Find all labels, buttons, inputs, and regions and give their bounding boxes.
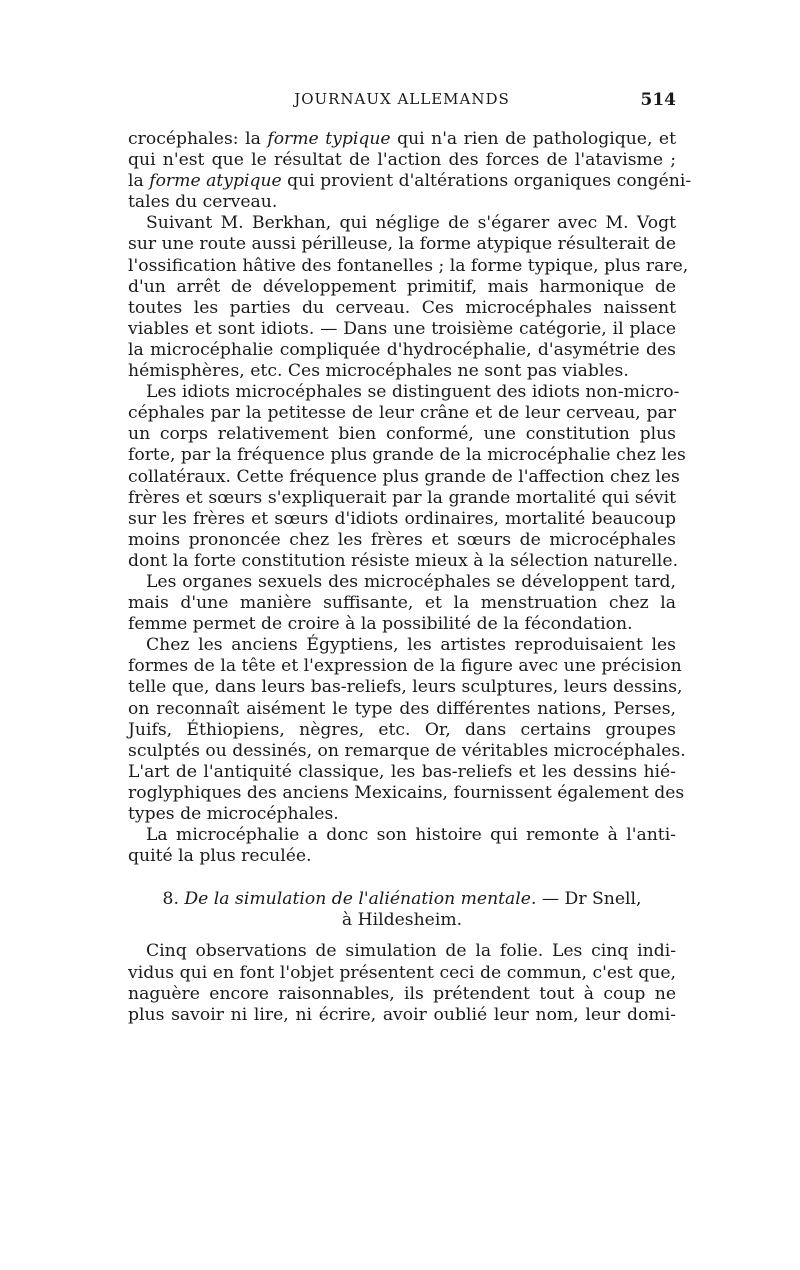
- text-segment: d'un arrêt de développement primitif, mais harmonique de: [128, 276, 676, 297]
- text-line: Cinq observations de simulation de la folie. Les cinq indi-: [146, 941, 676, 962]
- section-number: 8.: [162, 889, 185, 910]
- text-line: [128, 255, 689, 277]
- italic-text: forme atypique: [149, 171, 282, 192]
- text-line: [128, 213, 676, 234]
- section-heading: [128, 889, 676, 910]
- text-segment: formes de la tête et l'expression de la figure avec une précision: [128, 656, 682, 677]
- text-line: [128, 171, 692, 192]
- page-number: 514: [640, 90, 676, 110]
- text-segment: sculptés ou dessinés, on remarque de véritables microcéphales.: [128, 740, 686, 761]
- text-segment: la microcéphalie compliquée d'hydrocéphalie, d'asymétrie des: [128, 339, 676, 360]
- text-segment: moins prononcée chez les frères et sœurs de microcéphales: [128, 529, 676, 550]
- text-line: [128, 656, 682, 677]
- text-segment: sur une route aussi périlleuse, la forme atypique résulterait de: [128, 234, 676, 255]
- text-segment: hémisphères, etc. Ces microcéphales ne sont pas viables.: [128, 361, 629, 382]
- text-line: [128, 825, 676, 846]
- text-line: [128, 804, 676, 825]
- text-segment: telle que, dans leurs bas-reliefs, leurs sculptures, leurs dessins,: [128, 677, 683, 698]
- text-segment: toutes les parties du cerveau. Ces microcéphales naissent: [128, 297, 676, 318]
- spacer: [128, 867, 676, 889]
- text-line: [128, 740, 686, 762]
- text-line: naguère encore raisonnables, ils prétendent tout à coup ne: [128, 983, 676, 1004]
- text-line: [128, 720, 676, 741]
- text-line: [128, 192, 676, 213]
- running-head: [128, 90, 676, 120]
- text-segment: on reconnaît aisément le type des différentes nations, Perses,: [128, 698, 676, 719]
- text-line: plus savoir ni lire, ni écrire, avoir oublié leur nom, leur domi-: [128, 1004, 676, 1025]
- spacer: [128, 931, 676, 941]
- text-segment: Juifs, Éthiopiens, nègres, etc. Or, dans certains groupes: [128, 719, 676, 740]
- text-segment: L'art de l'antiquité classique, les bas-reliefs et les dessins hié-: [128, 761, 676, 782]
- text-line: [128, 530, 676, 551]
- text-segment: La microcéphalie a donc son histoire qui remonte à l'anti-: [146, 825, 676, 846]
- text-segment: tales du cerveau.: [128, 192, 278, 213]
- text-segment: roglyphiques des anciens Mexicains, fournissent également des: [128, 782, 685, 803]
- text-segment: frères et sœurs s'expliquerait par la grande mortalité qui sévit: [128, 487, 676, 508]
- text-line: [128, 488, 676, 509]
- text-line: [128, 699, 676, 720]
- text-line: [128, 361, 676, 382]
- text-line: [128, 762, 676, 783]
- text-segment: sur les frères et sœurs d'idiots ordinaires, mortalité beaucoup: [128, 508, 676, 529]
- text-segment: collatéraux. Cette fréquence plus grande de l'affection chez les: [128, 466, 680, 487]
- text-segment: types de microcéphales.: [128, 804, 339, 824]
- body-text: [128, 129, 692, 1026]
- text-line: [128, 382, 680, 403]
- text-line: [128, 614, 676, 635]
- text-line: [128, 298, 676, 319]
- text-segment: viables et sont idiots. — Dans une troisième catégorie, il place: [128, 318, 676, 339]
- text-segment: un corps relativement bien conformé, une constitution plus: [128, 424, 676, 445]
- text-segment: mais d'une manière suffisante, et la menstruation chez la: [128, 593, 676, 614]
- text-segment: céphales par la petitesse de leur crâne et de leur cerveau, par: [128, 403, 676, 424]
- text-line: [128, 635, 676, 656]
- text-line: [128, 277, 676, 298]
- text-line: [128, 782, 685, 804]
- text-segment: crocéphales: la: [128, 129, 268, 149]
- text-segment: quité la plus reculée.: [128, 846, 312, 867]
- text-line: [128, 572, 676, 593]
- text-segment: Chez les anciens Égyptiens, les artistes reproduisaient les: [146, 635, 676, 656]
- text-line: [128, 550, 679, 572]
- text-line: [128, 593, 676, 614]
- text-segment: la: [128, 171, 150, 192]
- italic-text: forme typique: [267, 129, 391, 149]
- text-line: [128, 466, 680, 488]
- text-segment: Les organes sexuels des microcéphales se développent tard,: [146, 571, 676, 592]
- text-line: vidus qui en font l'objet présentent ceci de commun, c'est que,: [128, 962, 676, 983]
- section-author-place: à Hildesheim.: [341, 910, 463, 931]
- section-title: De la simulation de l'aliénation mentale.: [184, 889, 537, 910]
- text-segment: qui n'est que le résultat de l'action des forces de l'atavisme ;: [128, 150, 676, 171]
- text-segment: l'ossification hâtive des fontanelles ; la forme typique, plus rare,: [128, 255, 689, 276]
- text-line: [128, 150, 676, 171]
- text-line: [128, 509, 676, 530]
- text-line: [128, 677, 683, 698]
- text-segment: qui provient d'altérations organiques congéni-: [281, 171, 692, 192]
- text-line: [128, 234, 676, 255]
- text-line: [128, 445, 686, 466]
- running-title: JOURNAUX ALLEMANDS: [294, 90, 510, 108]
- text-segment: forte, par la fréquence plus grande de la microcéphalie chez les: [128, 445, 686, 466]
- text-line: [128, 403, 676, 424]
- text-line: [128, 846, 676, 867]
- text-line: [128, 129, 676, 150]
- text-segment: femme permet de croire à la possibilité de la fécondation.: [128, 614, 633, 635]
- text-line: [128, 319, 676, 340]
- text-segment: Les idiots microcéphales se distinguent des idiots non-micro-: [146, 382, 680, 403]
- text-line: [128, 340, 676, 361]
- text-segment: dont la forte constitution résiste mieux à la sélection naturelle.: [128, 550, 679, 571]
- text-segment: qui n'a rien de pathologique, et: [390, 129, 676, 149]
- text-segment: Suivant M. Berkhan, qui néglige de s'égarer avec M. Vogt: [146, 213, 676, 234]
- text-line: [128, 424, 676, 445]
- section-author: — Dr Snell,: [536, 889, 642, 910]
